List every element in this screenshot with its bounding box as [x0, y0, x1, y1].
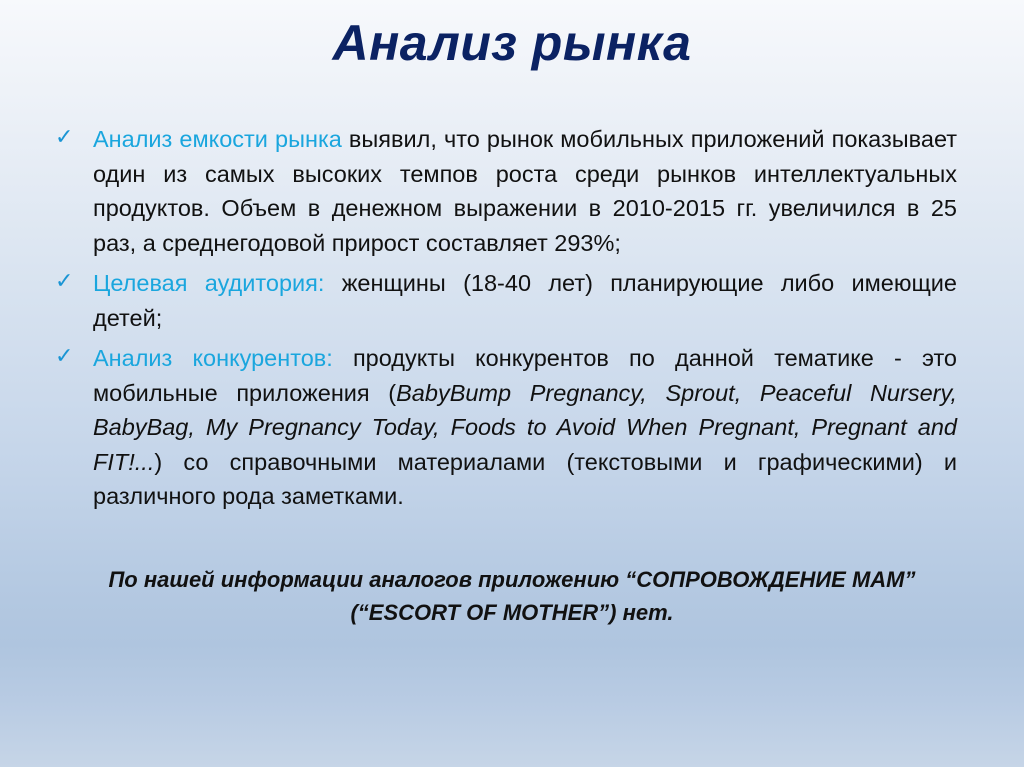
bullet-target-audience [55, 266, 957, 335]
bullet-text-before: продукты конкурентов по данной тематике - это мобильные приложения ( [93, 345, 958, 406]
checkmark-icon: ✓ [55, 268, 74, 293]
bullet-lead: Анализ конкурентов: [93, 345, 333, 371]
bullet-text: выявил, что рынок мобильных приложений показывает один из самых высоких темпов роста среди рынков интеллектуальных продуктов. Объем в денежном выражении в 2010-2015 гг. увеличился в 25 раз, а среднегодовой прирост составляет 293%; [93, 126, 957, 256]
bullet-lead: Целевая аудитория: [93, 270, 325, 296]
checkmark-icon: ✓ [55, 343, 74, 368]
bullet-text-after: ) со справочными материалами (текстовыми и графическими) и различного рода заметками. [93, 448, 957, 509]
bullet-market-capacity [55, 122, 957, 260]
conclusion-text: По нашей информации аналогов приложению “СОПРОВОЖДЕНИЕ МАМ” (“ESCORT OF MOTHER”) нет. [108, 567, 916, 625]
competitor-apps: BabyBump Pregnancy, Sprout, Peaceful Nursery, BabyBag, My Pregnancy Today, Foods to Avoid When Pregnant, Pregnant and FIT!... [93, 379, 957, 475]
bullet-competitors [55, 341, 957, 514]
slide-title: Анализ рынка [332, 15, 692, 71]
checkmark-icon: ✓ [55, 124, 74, 149]
bullet-lead: Анализ емкости рынка [93, 126, 342, 152]
bullet-text: женщины (18-40 лет) планирующие либо имеющие детей; [93, 270, 957, 331]
bullet-list [55, 122, 957, 520]
